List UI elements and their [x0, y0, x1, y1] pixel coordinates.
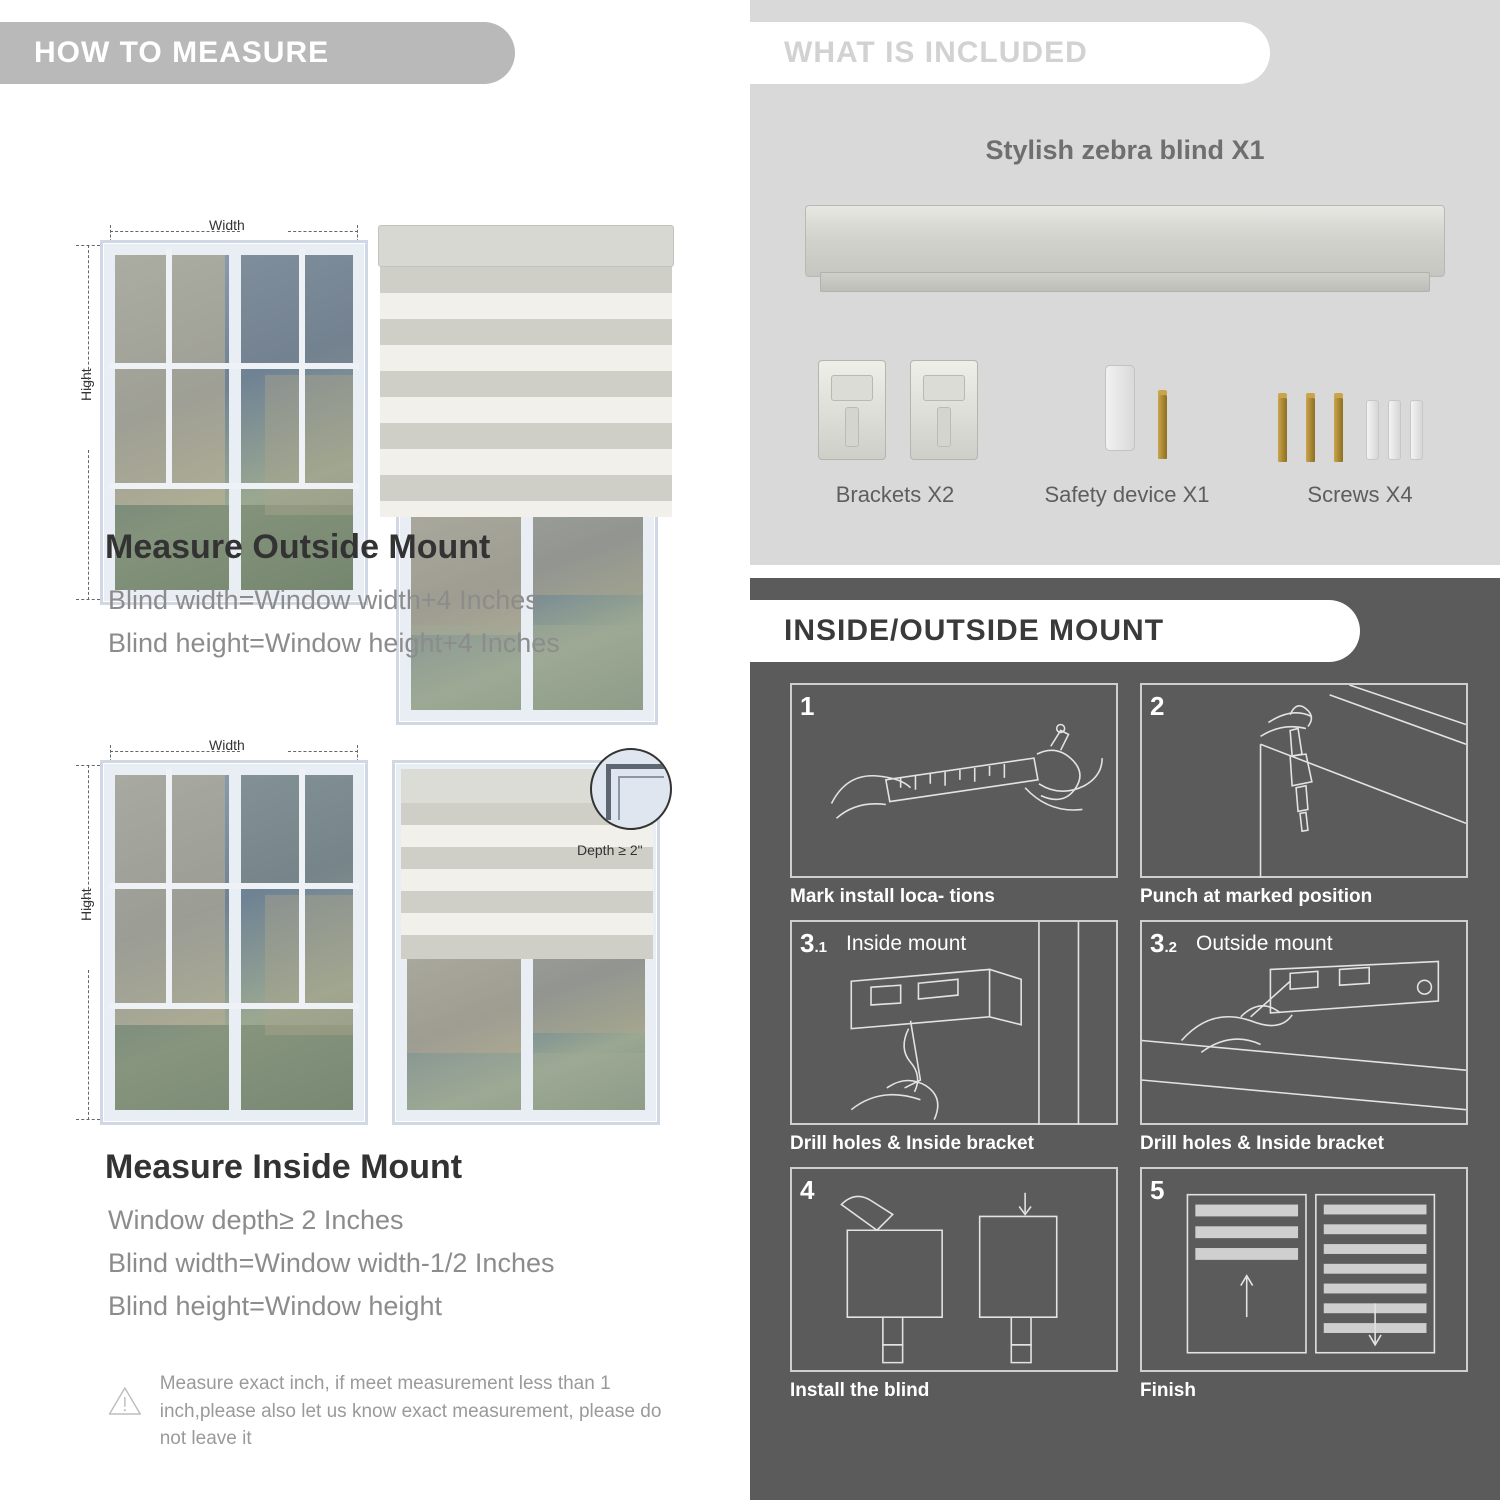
- step-5-number: 5: [1150, 1175, 1165, 1205]
- step-1-sketch: [792, 685, 1116, 878]
- step-1: [790, 683, 1118, 908]
- brackets-caption: Brackets X2: [835, 482, 955, 507]
- inside-mount-line2: Blind width=Window width-1/2 Inches: [108, 1248, 555, 1278]
- step-row-3: [790, 1167, 1468, 1402]
- how-to-measure-banner: HOW TO MEASURE: [0, 22, 515, 84]
- steps-grid: [790, 683, 1468, 1414]
- step-3-2-caption: Drill holes & Inside bracket: [1140, 1133, 1384, 1154]
- inside-mount-line1: Window depth≥ 2 Inches: [108, 1205, 404, 1235]
- inside-outside-mount-banner: INSIDE/OUTSIDE MOUNT: [750, 600, 1360, 662]
- step-5-caption: Finish: [1140, 1380, 1196, 1401]
- step-3-1-number: 3.1: [800, 928, 827, 958]
- screw-part-3: [1334, 398, 1343, 462]
- inside-mount-illustration: [0, 725, 742, 1145]
- anchor-part-2: [1388, 400, 1401, 460]
- depth-detail-circle: [590, 748, 672, 830]
- bracket-part-1: [818, 360, 886, 460]
- outside-mount-line2: Blind height=Window height+4 Inches: [108, 628, 560, 658]
- step-row-1: [790, 683, 1468, 908]
- step-1-caption: Mark install loca- tions: [790, 886, 995, 907]
- inside-mount-line3: Blind height=Window height: [108, 1291, 442, 1321]
- outside-width-label: Width: [205, 217, 249, 233]
- window-inside: [100, 760, 368, 1125]
- step-1-image: [790, 683, 1118, 878]
- step-3-1-image: [790, 920, 1118, 1125]
- measure-note-text: Measure exact inch, if meet measurement less than 1 inch,please also let us know exact measurement, please do not leave it: [159, 1373, 662, 1450]
- step-3-1-subtitle: Inside mount: [846, 932, 967, 955]
- right-column: [750, 0, 1500, 1500]
- included-main-item: Stylish zebra blind X1: [985, 135, 1265, 165]
- step-3-1-sketch: [792, 922, 1116, 1125]
- anchor-part-1: [1366, 400, 1379, 460]
- step-5-sketch: [1142, 1169, 1466, 1372]
- outside-mount-illustration: [0, 105, 742, 525]
- warning-triangle-icon: [108, 1370, 142, 1432]
- step-2-number: 2: [1150, 691, 1165, 721]
- how-to-measure-column: [0, 0, 742, 1500]
- what-is-included-panel: [750, 0, 1500, 565]
- inside-outside-mount-panel: [750, 578, 1500, 1500]
- step-4-caption: Install the blind: [790, 1380, 930, 1401]
- step-1-number: 1: [800, 691, 815, 721]
- step-3-2: [1140, 920, 1468, 1155]
- outside-height-label: Hight: [78, 364, 94, 405]
- outside-mount-title: Measure Outside Mount: [105, 528, 491, 566]
- inside-height-label: Hight: [78, 884, 94, 925]
- step-3-2-image: [1140, 920, 1468, 1125]
- screw-part-1: [1278, 398, 1287, 462]
- measure-note: [108, 1370, 668, 1453]
- screws-caption: Screws X4: [1307, 482, 1413, 507]
- safety-device-part: [1105, 365, 1135, 451]
- safety-device-caption: Safety device X1: [1044, 482, 1210, 507]
- step-4: [790, 1167, 1118, 1402]
- step-2-sketch: [1142, 685, 1466, 878]
- step-5-image: [1140, 1167, 1468, 1372]
- step-3-2-number: 3.2: [1150, 928, 1177, 958]
- screw-part-2: [1306, 398, 1315, 462]
- step-4-number: 4: [800, 1175, 815, 1205]
- step-3-2-subtitle: Outside mount: [1196, 932, 1333, 955]
- window-inside-with-blind: [392, 760, 682, 1130]
- safety-screw-part: [1158, 395, 1167, 459]
- step-3-1: [790, 920, 1118, 1155]
- step-2-caption: Punch at marked position: [1140, 886, 1373, 907]
- bracket-part-2: [910, 360, 978, 460]
- step-3-1-caption: Drill holes & Inside bracket: [790, 1133, 1034, 1154]
- inside-width-label: Width: [205, 737, 249, 753]
- outside-mount-line1: Blind width=Window width+4 Inches: [108, 585, 539, 615]
- step-3-2-sketch: [1142, 922, 1466, 1125]
- step-5: [1140, 1167, 1468, 1402]
- zebra-blind-rail: [805, 205, 1445, 277]
- step-4-image: [790, 1167, 1118, 1372]
- depth-label: Depth ≥ 2": [577, 842, 643, 858]
- step-2-image: [1140, 683, 1468, 878]
- step-4-sketch: [792, 1169, 1116, 1372]
- anchor-part-3: [1410, 400, 1423, 460]
- what-is-included-banner: WHAT IS INCLUDED: [750, 22, 1270, 84]
- step-row-2: [790, 920, 1468, 1155]
- step-2: [1140, 683, 1468, 908]
- inside-mount-title: Measure Inside Mount: [105, 1148, 463, 1186]
